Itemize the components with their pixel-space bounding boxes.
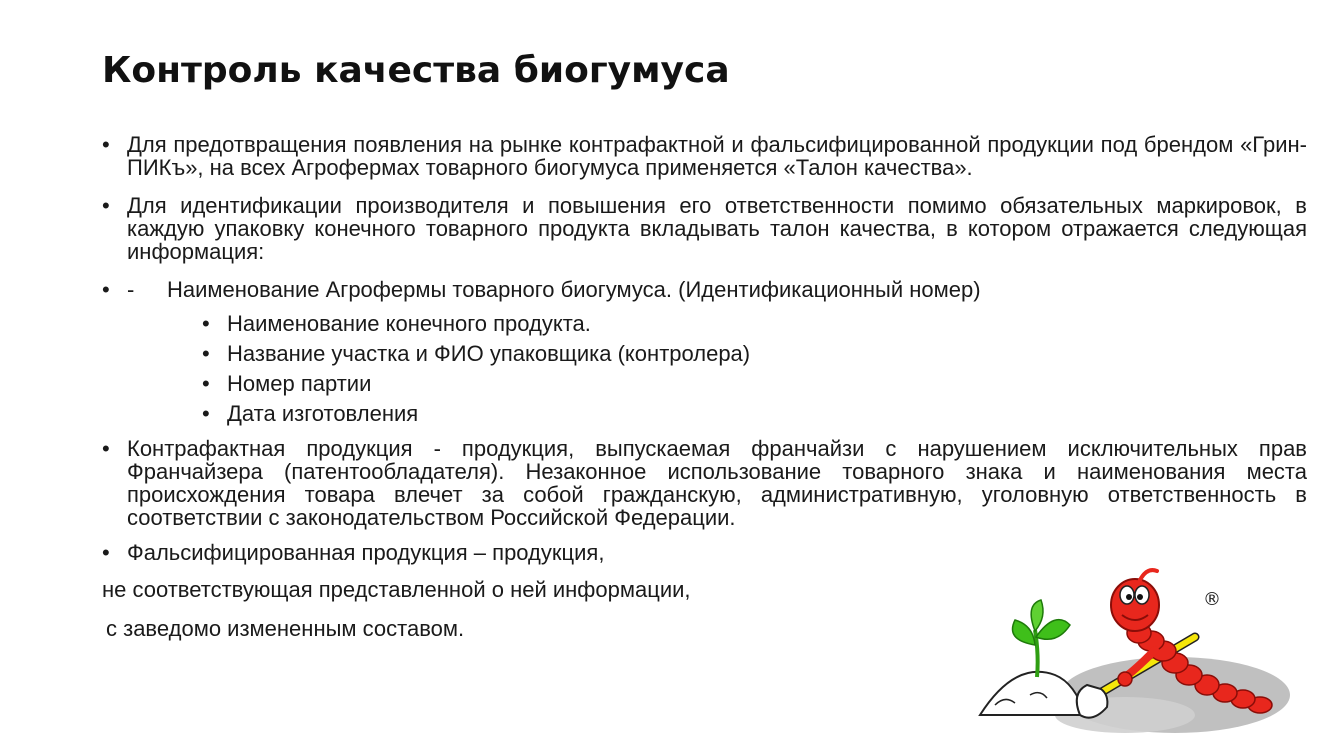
plain-line-composition: с заведомо измененным составом. xyxy=(106,616,465,641)
slide-title: Контроль качества биогумуса xyxy=(102,50,730,91)
dash-marker: - xyxy=(127,277,135,302)
sub-item-batch: • Номер партии xyxy=(102,369,1307,399)
sub-item-packer: • Название участка и ФИО упаковщика (контролера) xyxy=(102,339,1307,369)
slide-content xyxy=(102,133,1307,640)
bullet-prevention: • Для предотвращения появления на рынке контрафактной и фальсифицированной продукции под брендом «Грин-ПИКъ», на всех Агрофермах товарного биогумуса применяется «Талон качества». xyxy=(102,133,1307,179)
worm-antenna xyxy=(1140,570,1157,580)
worm-with-shovel-mascot-icon xyxy=(975,565,1295,740)
bullet-identification: • Для идентификации производителя и повышения его ответственности помимо обязательных маркировок, в каждую упаковку конечного товарного продукта вкладывать талон качества, в котором отражается следующая информация: xyxy=(102,194,1307,263)
bullet-falsified: • Фальсифицированная продукция – продукция, xyxy=(102,541,1307,564)
plain-line-info: не соответствующая представленной о ней информации, xyxy=(102,577,691,602)
plant-leaf-top xyxy=(1031,600,1043,631)
bullet-counterfeit: • Контрафактная продукция - продукция, выпускаемая франчайзи с нарушением исключительных прав Франчайзера (патентообладателя). Незаконное использование товарного знака и наименования места происхождения товара влечет за собой гражданскую, административную, уголовную ответственность в соответствии с законодательством Российской Федерации. xyxy=(102,437,1307,529)
plant-leaf-left xyxy=(1013,620,1036,645)
sub-item-date: • Дата изготовления xyxy=(102,399,1307,429)
sub-item-product-name: • Наименование конечного продукта. xyxy=(102,309,1307,339)
agrofarm-name-text: Наименование Агрофермы товарного биогумуса. (Идентификационный номер) xyxy=(167,277,981,302)
worm-head xyxy=(1111,579,1159,631)
registered-mark: ® xyxy=(1203,589,1221,610)
bullet-agrofarm-name xyxy=(102,278,1307,301)
